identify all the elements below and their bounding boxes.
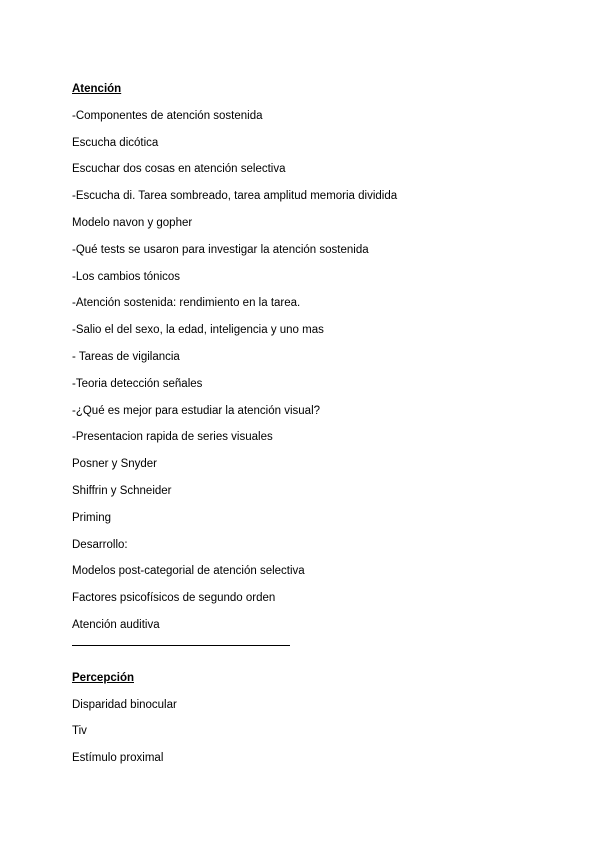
list-item: -Teoria detección señales [72, 377, 203, 390]
list-item: -Qué tests se usaron para investigar la atención sostenida [72, 243, 369, 256]
list-item: -Salio el del sexo, la edad, inteligencia y uno mas [72, 324, 324, 337]
list-item: Escuchar dos cosas en atención selectiva [72, 163, 286, 176]
list-item: Modelo navon y gopher [72, 216, 193, 229]
list-item: Atención auditiva [72, 618, 160, 631]
list-item: -Los cambios tónicos [72, 270, 181, 283]
list-item: - Tareas de vigilancia [72, 350, 180, 363]
list-item: Posner y Snyder [72, 458, 158, 471]
document-body [72, 82, 542, 778]
list-item: Shiffrin y Schneider [72, 484, 172, 497]
list-item: Modelos post-categorial de atención selectiva [72, 565, 305, 578]
list-item: Tiv [72, 725, 87, 738]
list-item: Factores psicofísicos de segundo orden [72, 592, 276, 605]
list-item: -Atención sostenida: rendimiento en la tarea. [72, 297, 301, 310]
list-item: Desarrollo: [72, 538, 128, 551]
list-item: -Escucha di. Tarea sombreado, tarea amplitud memoria dividida [72, 190, 398, 203]
list-item: Estímulo proximal [72, 752, 164, 765]
list-item: Priming [72, 511, 111, 524]
section-divider [72, 645, 290, 646]
list-item: -Componentes de atención sostenida [72, 109, 263, 122]
list-item: -Presentacion rapida de series visuales [72, 431, 273, 444]
list-item: -¿Qué es mejor para estudiar la atención visual? [72, 404, 321, 417]
list-item: Escucha dicótica [72, 136, 159, 149]
section-heading-percepcion: Percepción [72, 671, 134, 684]
list-item: Disparidad binocular [72, 698, 177, 711]
section-heading-atencion: Atención [72, 83, 122, 95]
